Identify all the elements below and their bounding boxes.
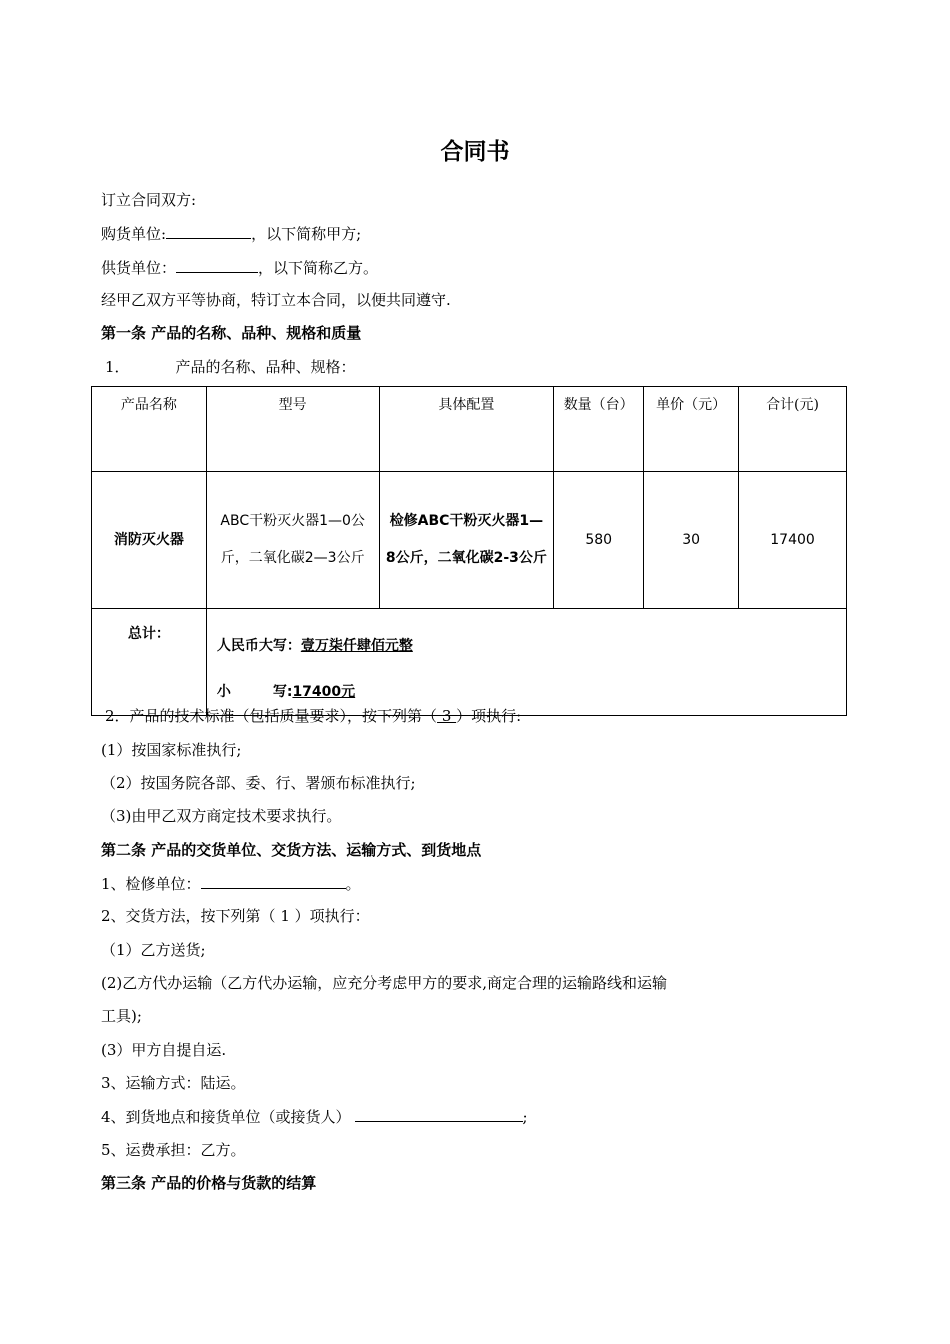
standards-intro bbox=[101, 706, 521, 726]
total-amount-cell bbox=[206, 609, 846, 716]
delivery-option-1: （1）乙方送货; bbox=[101, 941, 206, 959]
article1-heading: 第一条 产品的名称、品种、规格和质量 bbox=[101, 324, 362, 342]
total-label: 总计： bbox=[92, 609, 207, 716]
total-lower-label: 小 写: bbox=[216, 684, 293, 700]
sub1-number: 1． bbox=[105, 358, 130, 376]
buyer-suffix: ，以下简称甲方; bbox=[251, 225, 362, 243]
table-header-row bbox=[92, 387, 847, 472]
delivery-option-2a: (2)乙方代办运输（乙方代办运输，应充分考虑甲方的要求,商定合理的运输路线和运输 bbox=[101, 974, 668, 992]
article2-item5: 5、运费承担：乙方。 bbox=[101, 1141, 246, 1159]
product-table bbox=[91, 386, 847, 716]
table-total-row bbox=[92, 609, 847, 716]
standards-intro-pre: 2．产品的技术标准（包括质量要求），按下列第（ bbox=[105, 707, 438, 725]
total-upper-label: 人民币大写： bbox=[216, 638, 301, 654]
cell-unit-price: 30 bbox=[644, 472, 739, 609]
article2-item2: 2、交货方法，按下列第（ 1 ）项执行： bbox=[101, 907, 370, 925]
standards-option-2: （2）按国务院各部、委、行、署颁布标准执行; bbox=[101, 774, 416, 792]
article2-item4 bbox=[101, 1106, 528, 1127]
article1-sub1 bbox=[101, 357, 356, 377]
seller-line bbox=[101, 257, 378, 278]
seller-suffix: ，以下简称乙方。 bbox=[258, 259, 379, 277]
standards-option-3: （3)由甲乙双方商定技术要求执行。 bbox=[101, 807, 342, 825]
cell-config: 检修ABC干粉灭火器1—8公斤，二氧化碳2-3公斤 bbox=[379, 472, 554, 609]
header-model: 型号 bbox=[206, 387, 379, 472]
inspection-unit-suffix: 。 bbox=[345, 875, 361, 893]
article2-item3: 3、运输方式：陆运。 bbox=[101, 1074, 246, 1092]
cell-product-name: 消防灭火器 bbox=[92, 472, 207, 609]
document-title: 合同书 bbox=[440, 139, 510, 165]
sub1-text: 产品的名称、品种、规格： bbox=[175, 358, 356, 376]
header-product-name: 产品名称 bbox=[92, 387, 207, 472]
destination-label: 4、到货地点和接货单位（或接货人） bbox=[101, 1108, 351, 1126]
article2-item1 bbox=[101, 873, 361, 894]
total-lower-value: 17400元 bbox=[292, 684, 356, 700]
delivery-option-3: (3）甲方自提自运. bbox=[101, 1041, 227, 1059]
delivery-option-2b: 工具); bbox=[101, 1007, 142, 1025]
inspection-unit-blank[interactable] bbox=[201, 873, 346, 889]
buyer-blank[interactable] bbox=[166, 223, 251, 239]
article2-heading: 第二条 产品的交货单位、交货方法、运输方式、到货地点 bbox=[101, 841, 482, 859]
standards-choice: 3 bbox=[437, 707, 457, 725]
header-quantity: 数量（台） bbox=[554, 387, 644, 472]
agreement-text: 经甲乙双方平等协商，特订立本合同，以便共同遵守. bbox=[101, 291, 451, 309]
header-unit-price: 单价（元） bbox=[644, 387, 739, 472]
cell-model: ABC干粉灭火器1—0公斤，二氧化碳2—3公斤 bbox=[206, 472, 379, 609]
header-config: 具体配置 bbox=[379, 387, 554, 472]
seller-label: 供货单位： bbox=[101, 259, 177, 277]
destination-suffix: ; bbox=[522, 1108, 528, 1126]
total-upper bbox=[217, 623, 836, 669]
destination-blank[interactable] bbox=[355, 1106, 523, 1122]
parties-label: 订立合同双方: bbox=[101, 191, 197, 209]
standards-intro-post: ）项执行: bbox=[456, 707, 522, 725]
inspection-unit-label: 1、检修单位： bbox=[101, 875, 201, 893]
standards-option-1: (1）按国家标准执行; bbox=[101, 741, 242, 759]
buyer-line bbox=[101, 223, 361, 244]
seller-blank[interactable] bbox=[176, 257, 258, 273]
total-upper-value: 壹万柒仟肆佰元整 bbox=[300, 638, 413, 654]
buyer-label: 购货单位: bbox=[101, 225, 167, 243]
header-total: 合计(元) bbox=[739, 387, 847, 472]
table-row bbox=[92, 472, 847, 609]
article3-heading: 第三条 产品的价格与货款的结算 bbox=[101, 1174, 317, 1192]
cell-quantity: 580 bbox=[554, 472, 644, 609]
cell-total: 17400 bbox=[739, 472, 847, 609]
